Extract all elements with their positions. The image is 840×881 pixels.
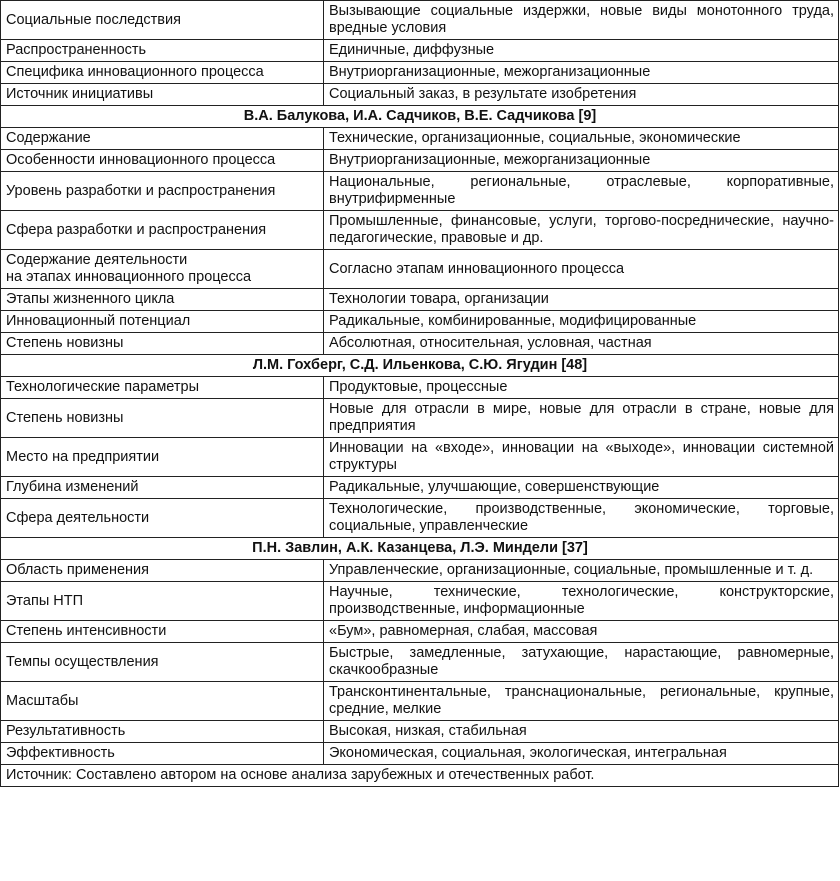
row-label: Темпы осуществления xyxy=(1,643,324,682)
table-row xyxy=(1,333,839,355)
table-row xyxy=(1,250,839,289)
row-label: Область применения xyxy=(1,560,324,582)
row-label: Место на предприятии xyxy=(1,438,324,477)
table-row xyxy=(1,621,839,643)
table-row xyxy=(1,377,839,399)
table-row xyxy=(1,311,839,333)
row-label: Глубина изменений xyxy=(1,477,324,499)
table-row xyxy=(1,40,839,62)
table-row xyxy=(1,643,839,682)
row-value: Абсолютная, относительная, условная, частная xyxy=(324,333,839,355)
row-value: Новые для отрасли в мире, новые для отрасли в стране, новые для предприятия xyxy=(324,399,839,438)
row-label: Источник инициативы xyxy=(1,84,324,106)
table-row xyxy=(1,438,839,477)
table-row xyxy=(1,84,839,106)
table-row xyxy=(1,150,839,172)
row-value: Технологии товара, организации xyxy=(324,289,839,311)
row-label: Особенности инновационного процесса xyxy=(1,150,324,172)
row-label: Инновационный потенциал xyxy=(1,311,324,333)
table-row xyxy=(1,682,839,721)
section-heading-row xyxy=(1,106,839,128)
table-row xyxy=(1,560,839,582)
table-row xyxy=(1,499,839,538)
row-value: Инновации на «входе», инновации на «выходе», инновации системной структуры xyxy=(324,438,839,477)
table-row xyxy=(1,743,839,765)
table-row xyxy=(1,721,839,743)
table-row xyxy=(1,399,839,438)
row-value: Технические, организационные, социальные, экономические xyxy=(324,128,839,150)
section-heading: В.А. Балукова, И.А. Садчиков, В.Е. Садчикова [9] xyxy=(1,106,839,128)
row-value: Трансконтинентальные, транснациональные, региональные, крупные, средние, мелкие xyxy=(324,682,839,721)
section-heading: Л.М. Гохберг, С.Д. Ильенкова, С.Ю. Ягудин [48] xyxy=(1,355,839,377)
section-heading-row xyxy=(1,355,839,377)
row-label: Сфера разработки и распространения xyxy=(1,211,324,250)
row-label: Степень новизны xyxy=(1,399,324,438)
row-value: Национальные, региональные, отраслевые, корпоративные, внутрифирменные xyxy=(324,172,839,211)
row-value: Радикальные, улучшающие, совершенствующие xyxy=(324,477,839,499)
row-value: Продуктовые, процессные xyxy=(324,377,839,399)
row-value: Единичные, диффузные xyxy=(324,40,839,62)
table-row xyxy=(1,289,839,311)
row-label: Результативность xyxy=(1,721,324,743)
table-body xyxy=(1,1,839,787)
row-value: Технологические, производственные, экономические, торговые, социальные, управленческие xyxy=(324,499,839,538)
row-label: Эффективность xyxy=(1,743,324,765)
row-label: Технологические параметры xyxy=(1,377,324,399)
row-label: Этапы жизненного цикла xyxy=(1,289,324,311)
row-value: Экономическая, социальная, экологическая, интегральная xyxy=(324,743,839,765)
row-value: Управленческие, организационные, социальные, промышленные и т. д. xyxy=(324,560,839,582)
row-label: Содержание деятельности на этапах инновационного процесса xyxy=(1,250,324,289)
row-label: Масштабы xyxy=(1,682,324,721)
row-label: Этапы НТП xyxy=(1,582,324,621)
row-label: Социальные последствия xyxy=(1,1,324,40)
row-value: Вызывающие социальные издержки, новые виды монотонного труда, вредные условия xyxy=(324,1,839,40)
table-row xyxy=(1,128,839,150)
table-row xyxy=(1,211,839,250)
row-label: Распространенность xyxy=(1,40,324,62)
row-value: Согласно этапам инновационного процесса xyxy=(324,250,839,289)
row-label: Уровень разработки и распространения xyxy=(1,172,324,211)
row-label: Степень новизны xyxy=(1,333,324,355)
source-row xyxy=(1,765,839,787)
row-value: Быстрые, замедленные, затухающие, нарастающие, равномерные, скачкообразные xyxy=(324,643,839,682)
row-value: Внутриорганизационные, межорганизационные xyxy=(324,150,839,172)
row-label: Содержание xyxy=(1,128,324,150)
row-label: Сфера деятельности xyxy=(1,499,324,538)
row-label: Специфика инновационного процесса xyxy=(1,62,324,84)
section-heading-row xyxy=(1,538,839,560)
table-row xyxy=(1,477,839,499)
row-value: Промышленные, финансовые, услуги, торгово-посреднические, научно-педагогические, правовые и др. xyxy=(324,211,839,250)
table-row xyxy=(1,1,839,40)
row-value: Радикальные, комбинированные, модифицированные xyxy=(324,311,839,333)
table-row xyxy=(1,62,839,84)
table-row xyxy=(1,172,839,211)
source-note: Источник: Составлено автором на основе анализа зарубежных и отечественных работ. xyxy=(1,765,839,787)
row-value: Научные, технические, технологические, конструкторские, производственные, информационные xyxy=(324,582,839,621)
row-value: Социальный заказ, в результате изобретения xyxy=(324,84,839,106)
table-row xyxy=(1,582,839,621)
section-heading: П.Н. Завлин, А.К. Казанцева, Л.Э. Миндели [37] xyxy=(1,538,839,560)
row-value: Внутриорганизационные, межорганизационные xyxy=(324,62,839,84)
row-value: «Бум», равномерная, слабая, массовая xyxy=(324,621,839,643)
row-value: Высокая, низкая, стабильная xyxy=(324,721,839,743)
row-label: Степень интенсивности xyxy=(1,621,324,643)
